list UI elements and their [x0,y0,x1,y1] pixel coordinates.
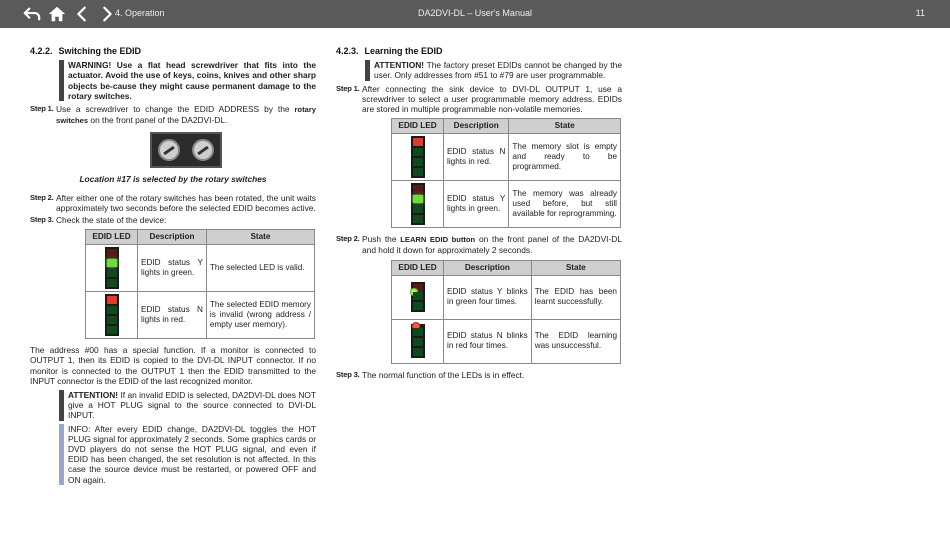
step-text-part: on the front panel of the DA2DVI-DL. [88,115,228,126]
column-header: EDID LED [86,230,138,245]
top-navigation-bar [0,0,950,28]
rotary-switches-image [150,132,222,168]
step-1 [336,84,622,115]
led-red-on-icon [105,294,119,336]
page-number: 11 [915,8,925,18]
step-2 [30,193,316,213]
step-label: Step 2. [30,192,54,202]
step-3 [336,370,622,380]
state-cell: The selected EDID memory is invalid (wrong address / empty user memory). [206,292,314,339]
description-cell: EDID status Y blinks in green four times. [444,275,532,319]
table-row [392,181,621,228]
step-3 [30,215,316,225]
step-label: Step 1. [336,83,360,93]
step-label: Step 3. [30,215,54,225]
led-cell [392,181,444,228]
step-label: Step 1. [30,104,54,114]
table-row [392,275,621,319]
table-row [86,245,315,292]
table-row [392,319,621,363]
attention-label: ATTENTION! [68,390,119,401]
section-title: Switching the EDID [58,46,142,56]
column-header: Description [444,260,532,275]
step-text-part: Use a screwdriver to change the EDID ADDRESS by the [56,104,295,115]
section-number: 4.2.3. [336,46,359,56]
warning-text: WARNING! Use a flat head screwdriver that fits into the actuator. Avoid the use of keys, coins, knives and other sharp objects be-cause they might cause permanent damage to the rotary switches. [68,60,316,101]
column-header: EDID LED [392,119,444,134]
section-heading [30,46,316,56]
description-cell: EDID status N lights in red. [138,292,207,339]
description-cell: EDID status N blinks in red four times. [444,319,532,363]
column-header: Description [444,119,509,134]
section-title: Learning the EDID [364,46,443,56]
led-cell [392,134,444,181]
step-text-bold: rotary switches [56,105,316,126]
chapter-title: 4. Operation [115,8,165,18]
step-label: Step 3. [336,369,360,379]
step-text [362,234,622,255]
info-text: INFO: After every EDID change, DA2DVI-DL toggles the HOT PLUG signal for approximately 2 seconds. Some graphics cards or DVD players do not sense the HOT PLUG signal, and even if EDID has been changed, the set resolution is not affected. In this case the source device must be restarted, or powered OFF and ON again. [68,423,316,485]
step-text-bold: LEARN EDID button [400,235,476,245]
description-cell: EDID status Y lights in green. [444,181,509,228]
attention-box [365,60,622,80]
step-label: Step 2. [336,234,360,244]
paragraph: The address #00 has a special function. If a monitor is connected to OUTPUT 1, then its EDID is copied to the DVI-DL INPUT connector. If no monitor is connected to the OUTPUT 1 then the EDID transmitted to the INPUT connector is the EDID of the last recognized monitor. [30,345,316,386]
document-title: DA2DVI-DL – User's Manual [418,8,532,18]
right-column [336,40,622,382]
table-header-row [392,119,621,134]
step-text [56,104,316,126]
step-text: Check the state of the device: [56,215,167,226]
step-2 [336,234,622,255]
led-cell [392,319,444,363]
edid-learn-result-table [391,260,621,364]
table-header-row [86,230,315,245]
column-header: State [206,230,314,245]
led-green-blink-icon [411,282,425,312]
attention-label: ATTENTION! [374,60,425,71]
table-row [392,134,621,181]
section-number: 4.2.2. [30,46,53,56]
step-text: After either one of the rotary switches has been rotated, the unit waits approximately two seconds before the selected EDID becomes active. [56,192,316,213]
description-cell: EDID status N lights in red. [444,134,509,181]
column-header: Description [138,230,207,245]
table-row [86,292,315,339]
info-box [59,424,316,485]
step-text: The normal function of the LEDs is in effect. [362,369,525,380]
column-header: EDID LED [392,260,444,275]
rotary-switch [158,139,180,161]
led-green-on-icon [105,247,119,289]
column-header: State [509,119,621,134]
attention-text: The factory preset EDIDs cannot be changed by the user. Only addresses from #51 to #79 are user programmable. [374,60,622,81]
left-column [30,40,316,488]
step-text-part: Push the [362,234,401,245]
state-cell: The memory was already used before, but still available for reprogramming. [509,181,621,228]
description-cell: EDID status Y lights in green. [138,245,207,292]
led-cell [86,292,138,339]
step-1 [30,104,316,126]
attention-text: If an invalid EDID is selected, DA2DVI-DL does NOT give a HOT PLUG signal to the source connected to DVI-DL INPUT. [68,390,316,421]
led-green-on-icon [411,183,425,225]
step-text: After connecting the sink device to DVI-DL OUTPUT 1, use a screwdriver to select a user programmable memory address. EDIDs are stored in multiple programmable non-volatile memories. [362,83,622,115]
state-cell: The EDID has been learnt successfully. [531,275,620,319]
state-cell: The EDID learning was unsuccessful. [531,319,620,363]
rotary-switch [192,139,214,161]
edid-state-table [85,229,315,339]
attention-box [59,390,316,421]
section-heading [336,46,622,56]
led-cell [86,245,138,292]
led-red-on-icon [411,136,425,178]
edid-memory-table [391,118,621,228]
figure-caption: Location #17 is selected by the rotary switches [79,174,267,185]
led-cell [392,275,444,319]
state-cell: The selected LED is valid. [206,245,314,292]
state-cell: The memory slot is empty and ready to be programmed. [509,134,621,181]
step-text-part: on the front panel of the DA2DVI-DL and hold it down for approximately 2 seconds. [362,234,622,256]
led-red-blink-icon [411,324,425,358]
table-header-row [392,260,621,275]
column-header: State [531,260,620,275]
warning-box [59,60,316,101]
